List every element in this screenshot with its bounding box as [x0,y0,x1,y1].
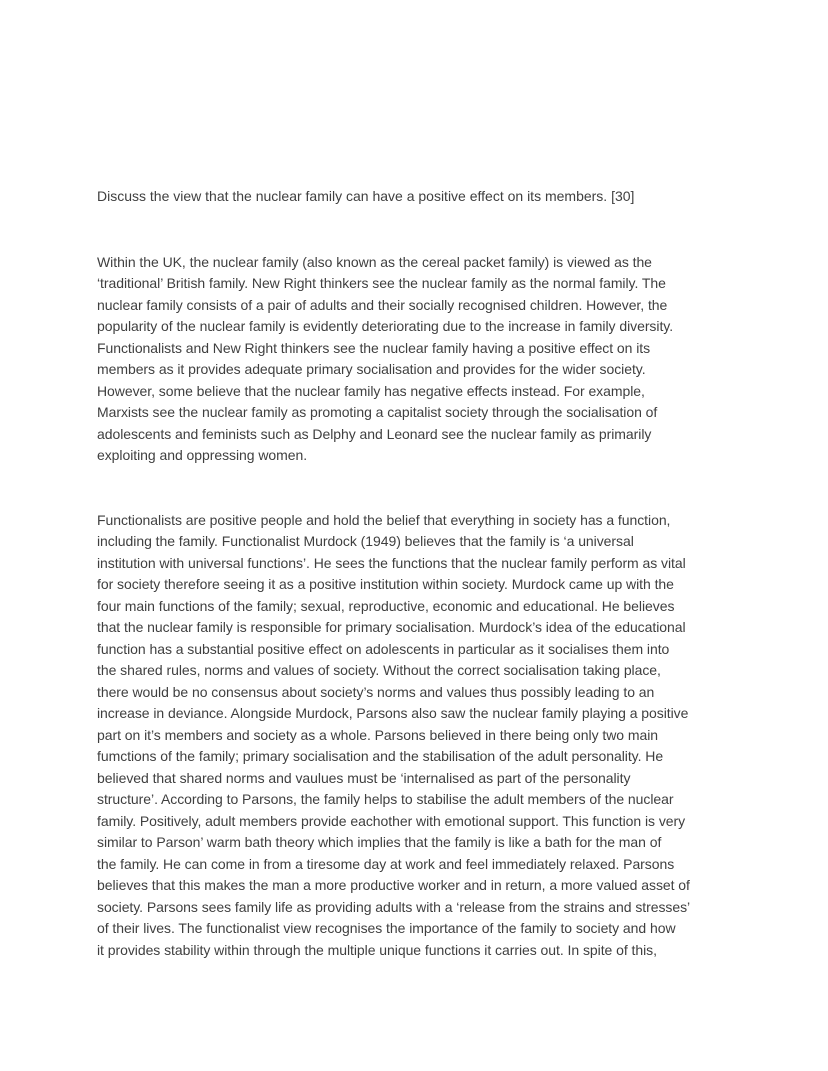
text-line: nuclear family consists of a pair of adults and their socially recognised children. However, the [97,296,668,313]
text-line: four main functions of the family; sexual, reproductive, economic and educational. He believes [97,597,675,614]
essay-paragraph-intro [97,252,738,467]
text-line: of their lives. The functionalist view recognises the importance of the family to society and how [97,920,676,936]
text-line: increase in deviance. Alongside Murdock, Parsons also saw the nuclear family playing a positive [97,705,689,721]
text-line: fumctions of the family; primary socialisation and the stabilisation of the adult personality. He [97,748,664,764]
text-line: the family. He can come in from a tiresome day at work and feel immediately relaxed. Parsons [97,855,675,872]
text-line: Functionalists are positive people and hold the belief that everything in society has a function, [97,511,671,528]
text-line: exploiting and oppressing women. [97,447,308,463]
text-line: Marxists see the nuclear family as promoting a capitalist society through the socialisation of [97,404,658,420]
text-line: adolescents and feminists such as Delphy and Leonard see the nuclear family as primarily [97,425,652,442]
text-line: society. Parsons sees family life as providing adults with a ‘release from the strains and stresses’ [97,898,691,915]
text-line: members as it provides adequate primary socialisation and provides for the wider society. [97,361,646,377]
text-line: the shared rules, norms and values of society. Without the correct socialisation taking place, [97,662,661,678]
text-line: similar to Parson’ warm bath theory which implies that the family is like a bath for the man of [97,834,662,850]
text-line: that the nuclear family is responsible for primary socialisation. Murdock’s idea of the educational [97,619,686,635]
text-line: believed that shared norms and vaulues must be ‘internalised as part of the personality [97,769,631,786]
essay-question: Discuss the view that the nuclear family can have a positive effect on its members. [30] [97,188,635,204]
text-line: Within the UK, the nuclear family (also known as the cereal packet family) is viewed as the [97,253,652,270]
text-line: function has a substantial positive effect on adolescents in particular as it socialises them into [97,640,670,657]
text-line: for society therefore seeing it as a positive institution within society. Murdock came up with the [97,576,674,592]
text-line: there would be no consensus about society’s norms and values thus possibly leading to an [97,683,655,700]
text-line: including the family. Functionalist Murdock (1949) believes that the family is ‘a universal [97,533,634,549]
text-line: Functionalists and New Right thinkers see the nuclear family having a positive effect on its [97,339,651,356]
text-line: institution with universal functions’. He sees the functions that the nuclear family perform as vital [97,554,686,571]
text-line: believes that this makes the man a more productive worker and in return, a more valued asset of [97,877,690,893]
text-line: popularity of the nuclear family is evidently deteriorating due to the increase in family diversity. [97,318,674,334]
text-line: family. Positively, adult members provide eachother with emotional support. This function is very [97,812,686,829]
text-line: part on it’s members and society as a whole. Parsons believed in there being only two main [97,726,658,743]
essay-paragraph-functionalism [97,510,738,962]
text-line: structure’. According to Parsons, the family helps to stabilise the adult members of the nuclear [97,791,674,807]
text-line: ‘traditional’ British family. New Right thinkers see the nuclear family as the normal family. The [97,275,666,291]
text-line: it provides stability within through the multiple unique functions it carries out. In spite of this, [97,941,657,958]
text-line: However, some believe that the nuclear family has negative effects instead. For example, [97,382,645,399]
